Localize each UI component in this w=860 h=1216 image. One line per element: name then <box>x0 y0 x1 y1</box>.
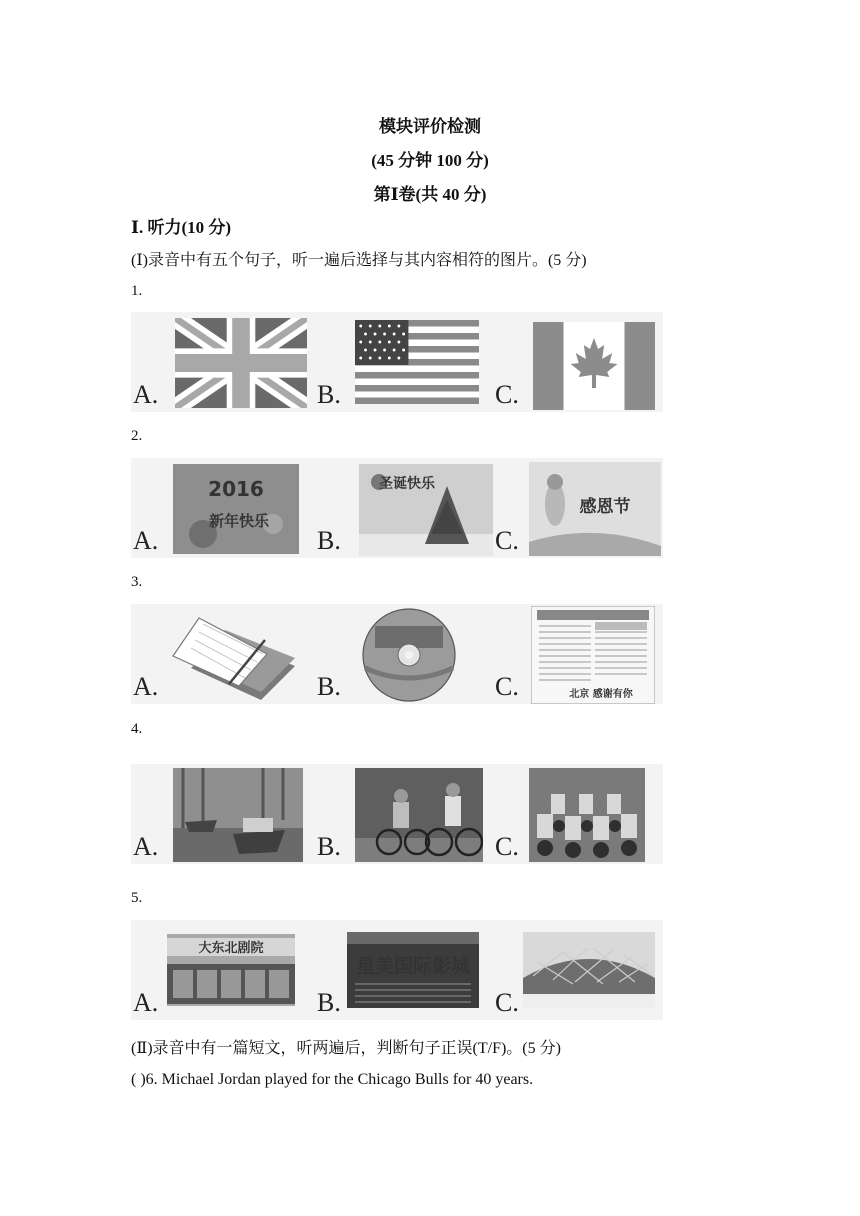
question-number: 1. <box>131 283 143 299</box>
theater-sign-picture <box>167 934 295 1006</box>
option-label: B. <box>317 526 341 555</box>
part1-instruction: (Ⅰ)录音中有五个句子，听一遍后选择与其内容相符的图片。(5 分) <box>131 252 587 269</box>
question-number: 4. <box>131 721 143 737</box>
exam-duration: (45 分钟 100 分) <box>371 151 489 170</box>
part2-instruction: (Ⅱ)录音中有一篇短文，听两遍后，判断句子正误(T/F)。(5 分) <box>131 1040 561 1057</box>
newspaper-headline: 北京 感谢有你 <box>569 689 633 700</box>
picture-row <box>131 764 663 864</box>
page-title: 模块评价检测 <box>379 117 481 136</box>
union-jack-flag-picture <box>175 318 307 408</box>
books-picture <box>169 610 297 702</box>
option-label: A. <box>133 380 159 409</box>
option-label: A. <box>133 988 159 1017</box>
option-label: B. <box>317 988 341 1017</box>
cinema-sign-text: 星美国际影城 <box>355 955 471 977</box>
option-label: A. <box>133 832 159 861</box>
option-label: B. <box>317 832 341 861</box>
bike-riders-picture <box>355 768 483 862</box>
question-6: ( )6. Michael Jordan played for the Chicago Bulls for 40 years. <box>131 1071 534 1088</box>
motorcycle-group-picture <box>529 768 645 862</box>
picture-row <box>131 604 663 704</box>
option-label: B. <box>317 380 341 409</box>
new-year-card-picture <box>173 464 299 554</box>
stadium-picture <box>523 932 655 1008</box>
us-flag-picture <box>355 320 479 404</box>
newspaper-picture <box>531 606 655 704</box>
thanksgiving-card-picture <box>529 462 661 556</box>
option-label: C. <box>495 832 519 861</box>
canada-flag-picture <box>533 322 655 410</box>
cd-disc-picture <box>359 608 459 702</box>
option-label: A. <box>133 526 159 555</box>
card-year: 2016 <box>208 477 264 501</box>
boat-ride-picture <box>173 768 303 862</box>
picture-row <box>131 312 663 412</box>
picture-row <box>131 920 663 1020</box>
christmas-card-picture <box>359 464 493 556</box>
question-number: 5. <box>131 890 143 906</box>
option-label: B. <box>317 672 341 701</box>
section-heading: Ⅰ. 听力(10 分) <box>131 218 232 237</box>
card-greeting: 感恩节 <box>579 497 631 517</box>
question-number: 3. <box>131 574 143 590</box>
picture-row <box>131 458 663 558</box>
option-label: C. <box>495 672 519 701</box>
card-greeting: 新年快乐 <box>208 512 270 530</box>
option-label: C. <box>495 526 519 555</box>
option-label: C. <box>495 988 519 1017</box>
option-label: C. <box>495 380 519 409</box>
question-number: 2. <box>131 428 143 444</box>
theater-sign-text: 大东北剧院 <box>198 941 264 956</box>
cinema-sign-picture <box>347 932 479 1008</box>
card-greeting: 圣诞快乐 <box>379 476 435 492</box>
part-title: 第Ⅰ卷(共 40 分) <box>373 185 487 204</box>
option-label: A. <box>133 672 159 701</box>
